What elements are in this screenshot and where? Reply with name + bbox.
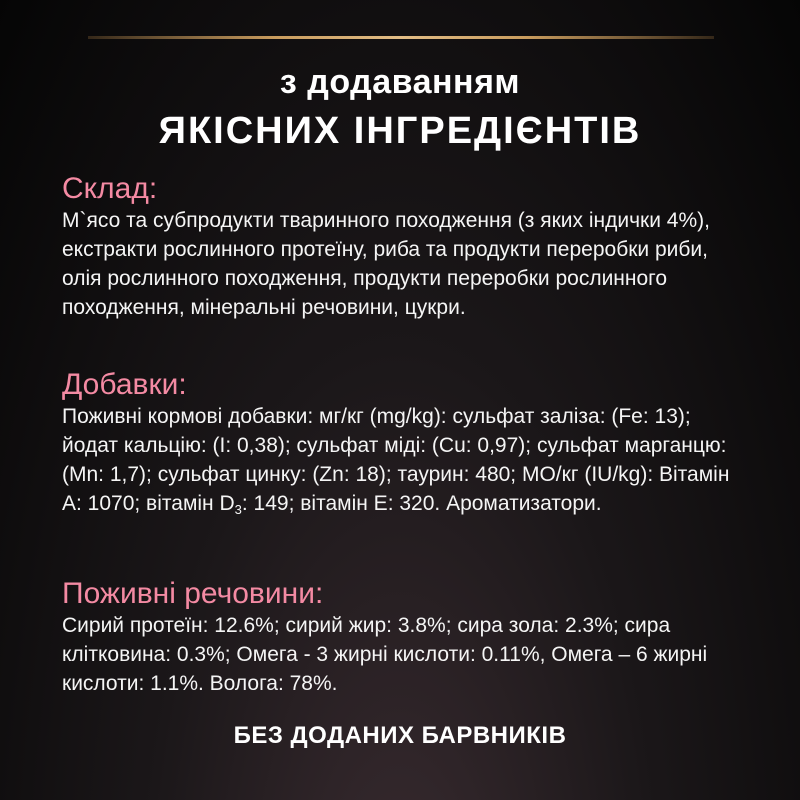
headline-line-1: з додаванням — [279, 63, 521, 101]
additives-text-part-1: Поживні кормові добавки: мг/кг (mg/kg): сульфат заліза: (Fe: 13); йодат кальцію: (I: 0,38); сульфат міді: (Cu: 0,97); сульфат марганцю: (Mn: 1,7); сульфат цинку: (Zn: 18); таурин: 480; МО/кг (IU/kg): Вітамін A: 1070; вітамін D — [62, 405, 730, 515]
additives-text-part-2: : 149; вітамін E: 320. Ароматизатори. — [241, 492, 602, 515]
nutrients-text: Сирий протеїн: 12.6%; сирий жир: 3.8%; сира зола: 2.3%; сира клітковина: 0.3%; Омега - 3 жирні кислоти: 0.11%, Омега – 6 жирні кислоти: 1.1%. Волога: 78%. — [62, 614, 708, 695]
no-dyes-footer: БЕЗ ДОДАНИХ БАРВНИКІВ — [233, 722, 567, 749]
gold-divider-line — [88, 36, 714, 39]
nutrients-title: Поживні речовини: — [62, 577, 324, 610]
additives-section — [62, 368, 752, 518]
vitamin-d-subscript: 3 — [234, 502, 242, 517]
composition-section — [62, 172, 752, 322]
composition-title: Склад: — [62, 172, 158, 205]
nutrients-section — [62, 577, 752, 698]
headline-line-2: ЯКІСНИХ ІНГРЕДІЄНТІВ — [158, 110, 642, 152]
composition-text: М`ясо та субпродукти тваринного походження (з яких індички 4%), екстракти рослинного протеїну, риба та продукти переробки риби, олія рослинного походження, продукти переробки рослинного походження, мінеральні речовини, цукри. — [62, 209, 710, 319]
additives-text — [62, 402, 752, 518]
additives-title: Добавки: — [62, 368, 187, 401]
